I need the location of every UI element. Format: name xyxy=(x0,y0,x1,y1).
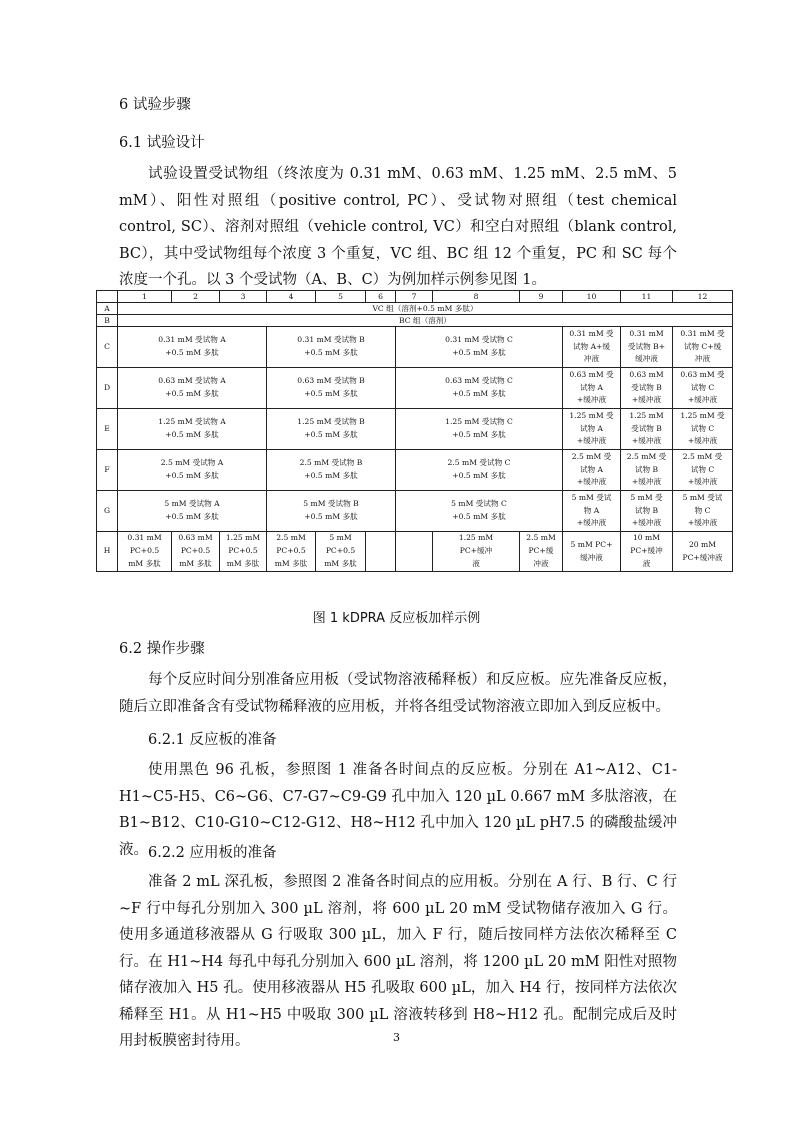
sc-a-cell: 0.31 mM 受 试物 A+缓 冲液 xyxy=(563,327,621,368)
row-label: B xyxy=(97,315,118,327)
table-row-c xyxy=(97,327,733,368)
test-b-cell: 0.31 mM 受试物 B +0.5 mM 多肽 xyxy=(267,327,396,368)
pc-buffer-cell: 2.5 mM PC+缓 冲液 xyxy=(520,532,563,572)
test-b-cell: 2.5 mM 受试物 B +0.5 mM 多肽 xyxy=(267,450,396,491)
table-row-b xyxy=(97,315,733,327)
table-row-f xyxy=(97,450,733,491)
test-c-cell: 0.31 mM 受试物 C +0.5 mM 多肽 xyxy=(396,327,563,368)
test-c-cell: 1.25 mM 受试物 C +0.5 mM 多肽 xyxy=(396,409,563,450)
col-header: 11 xyxy=(621,291,673,303)
sc-b-cell: 0.63 mM 受试物 B +缓冲液 xyxy=(621,368,673,409)
sc-a-cell: 2.5 mM 受 试物 A +缓冲液 xyxy=(563,450,621,491)
sc-c-cell: 2.5 mM 受 试物 C +缓冲液 xyxy=(673,450,733,491)
sc-a-cell: 5 mM 受试 物 A +缓冲液 xyxy=(563,491,621,532)
empty-cell xyxy=(396,532,433,572)
test-a-cell: 0.63 mM 受试物 A +0.5 mM 多肽 xyxy=(118,368,267,409)
section-heading-6-2: 6.2 操作步骤 xyxy=(119,641,205,657)
row-label: F xyxy=(97,450,118,491)
table-row-a xyxy=(97,303,733,315)
row-label: E xyxy=(97,409,118,450)
col-header: 12 xyxy=(673,291,733,303)
test-b-cell: 1.25 mM 受试物 B +0.5 mM 多肽 xyxy=(267,409,396,450)
row-label: A xyxy=(97,303,118,315)
empty-cell xyxy=(366,532,396,572)
page-number: 3 xyxy=(393,1031,400,1044)
steps-paragraph: 每个反应时间分别准备应用板（受试物溶液稀释板）和反应板。应先准备反应板，随后立即准备含有受试物稀释液的应用板，并将各组受试物溶液立即加入到反应板中。 xyxy=(119,672,677,715)
pc-buffer-cell: 5 mM PC+ 缓冲液 xyxy=(563,532,621,572)
section-heading-6-2-2: 6.2.2 应用板的准备 xyxy=(148,845,277,861)
test-a-cell: 5 mM 受试物 A +0.5 mM 多肽 xyxy=(118,491,267,532)
test-a-cell: 2.5 mM 受试物 A +0.5 mM 多肽 xyxy=(118,450,267,491)
test-a-cell: 0.31 mM 受试物 A +0.5 mM 多肽 xyxy=(118,327,267,368)
figure-caption: 图 1 kDPRA 反应板加样示例 xyxy=(312,611,481,626)
corner-cell xyxy=(97,291,118,303)
plate-layout-table xyxy=(96,290,733,572)
test-b-cell: 0.63 mM 受试物 B +0.5 mM 多肽 xyxy=(267,368,396,409)
sc-c-cell: 0.63 mM 受 试物 C +缓冲液 xyxy=(673,368,733,409)
pc-buffer-cell: 10 mM PC+缓冲 液 xyxy=(621,532,673,572)
application-plate-paragraph: 准备 2 mL 深孔板，参照图 2 准备各时间点的应用板。分别在 A 行、B 行、C 行~F 行中每孔分别加入 300 µL 溶剂，将 600 µL 20 mM 受试物储存液加入 G 行。使用多通道移液器从 G 行吸取 300 µL，加入 F 行，随后按同样方法依次稀释至 C 行。在 H1~H4 每孔中每孔分别加入 600 µL 溶剂，将 1200 µL 20 mM 阳性对照物储存液加入 H5 孔。使用移液器从 H5 孔吸取 600 µL，加入 H4 行，按同样方法依次稀释至 H1。从 H1~H5 中吸取 300 µL 溶液转移到 H8~H12 孔。配制完成后及时用封板膜密封待用。 xyxy=(119,874,677,1049)
test-b-cell: 5 mM 受试物 B +0.5 mM 多肽 xyxy=(267,491,396,532)
col-header: 6 xyxy=(366,291,396,303)
pc-peptide-cell: 2.5 mM PC+0.5 mM 多肽 xyxy=(267,532,316,572)
pc-peptide-cell: 0.31 mM PC+0.5 mM 多肽 xyxy=(118,532,172,572)
section-heading-6: 6 试验步骤 xyxy=(119,97,191,113)
pc-buffer-cell: 20 mM PC+缓冲液 xyxy=(673,532,733,572)
table-row-h xyxy=(97,532,733,572)
col-header: 5 xyxy=(316,291,366,303)
section-heading-6-2-1: 6.2.1 反应板的准备 xyxy=(148,732,277,748)
reaction-plate-paragraph: 使用黑色 96 孔板，参照图 1 准备各时间点的反应板。分别在 A1~A12、C1-H1~C5-H5、C6~G6、C7-G7~C9-G9 孔中加入 120 µL 0.667 mM 多肽溶液，在 B1~B12、C10-G10~C12-G12、H8~H12 孔中加入 120 µL pH7.5 的磷酸盐缓冲液。 xyxy=(119,762,677,858)
pc-peptide-cell: 0.63 mM PC+0.5 mM 多肽 xyxy=(172,532,220,572)
sc-a-cell: 1.25 mM 受 试物 A +缓冲液 xyxy=(563,409,621,450)
sc-c-cell: 1.25 mM 受 试物 C +缓冲液 xyxy=(673,409,733,450)
pc-buffer-cell: 1.25 mM PC+缓冲 液 xyxy=(433,532,520,572)
row-label: H xyxy=(97,532,118,572)
test-c-cell: 2.5 mM 受试物 C +0.5 mM 多肽 xyxy=(396,450,563,491)
bc-group-cell: BC 组（溶剂） xyxy=(118,315,733,327)
row-label: C xyxy=(97,327,118,368)
table-row-d xyxy=(97,368,733,409)
design-paragraph: 试验设置受试物组（终浓度为 0.31 mM、0.63 mM、1.25 mM、2.5 mM、5 mM）、阳性对照组（positive control, PC）、受试物对照组（test chemical control, SC）、溶剂对照组（vehicle control, VC）和空白对照组（blank control, BC），其中受试物组每个浓度 3 个重复，VC 组、BC 组 12 个重复，PC 和 SC 每个浓度一个孔。以 3 个受试物（A、B、C）为例加样示例参见图 1。 xyxy=(119,166,677,288)
test-c-cell: 0.63 mM 受试物 C +0.5 mM 多肽 xyxy=(396,368,563,409)
table-row-g xyxy=(97,491,733,532)
sc-a-cell: 0.63 mM 受 试物 A +缓冲液 xyxy=(563,368,621,409)
sc-b-cell: 1.25 mM 受试物 B +缓冲液 xyxy=(621,409,673,450)
col-header: 4 xyxy=(267,291,316,303)
col-header: 9 xyxy=(520,291,563,303)
sc-b-cell: 5 mM 受 试物 B +缓冲液 xyxy=(621,491,673,532)
row-label: G xyxy=(97,491,118,532)
sc-b-cell: 2.5 mM 受 试物 B +缓冲液 xyxy=(621,450,673,491)
col-header: 2 xyxy=(172,291,220,303)
col-header: 7 xyxy=(396,291,433,303)
col-header: 3 xyxy=(220,291,267,303)
table-header-row xyxy=(97,291,733,303)
row-label: D xyxy=(97,368,118,409)
col-header: 8 xyxy=(433,291,520,303)
pc-peptide-cell: 1.25 mM PC+0.5 mM 多肽 xyxy=(220,532,267,572)
pc-peptide-cell: 5 mM PC+0.5 mM 多肽 xyxy=(316,532,366,572)
sc-c-cell: 0.31 mM 受 试物 C+缓 冲液 xyxy=(673,327,733,368)
section-heading-6-1: 6.1 试验设计 xyxy=(119,135,205,151)
table-row-e xyxy=(97,409,733,450)
test-c-cell: 5 mM 受试物 C +0.5 mM 多肽 xyxy=(396,491,563,532)
test-a-cell: 1.25 mM 受试物 A +0.5 mM 多肽 xyxy=(118,409,267,450)
sc-b-cell: 0.31 mM 受试物 B+ 缓冲液 xyxy=(621,327,673,368)
col-header: 10 xyxy=(563,291,621,303)
col-header: 1 xyxy=(118,291,172,303)
vc-group-cell: VC 组（溶剂+0.5 mM 多肽） xyxy=(118,303,733,315)
sc-c-cell: 5 mM 受试 物 C +缓冲液 xyxy=(673,491,733,532)
